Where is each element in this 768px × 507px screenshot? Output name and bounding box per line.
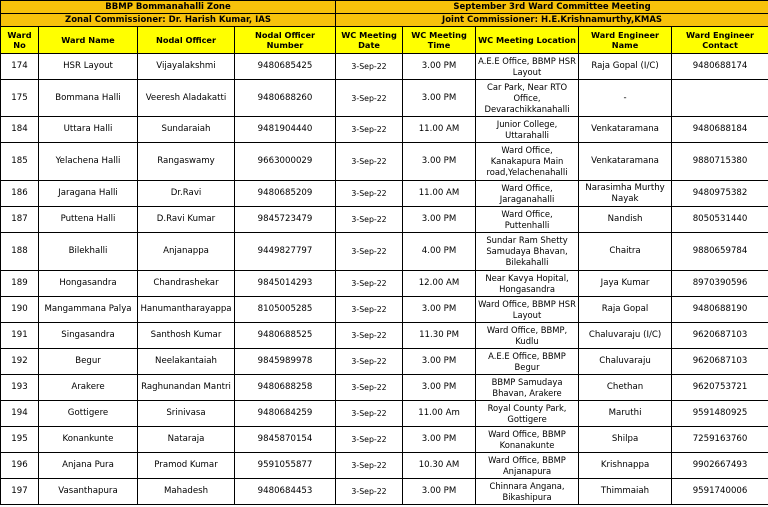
engineer-contact-cell: 8050531440 (672, 207, 768, 233)
engineer-contact-cell: 9620687103 (672, 349, 768, 375)
ward-no-cell: 174 (1, 54, 39, 80)
engineer-name-cell: Venkataramana (579, 117, 672, 143)
ward-no-cell: 185 (1, 143, 39, 181)
officer-number-cell: 9449827797 (235, 233, 336, 271)
table-row (1, 207, 768, 233)
engineer-contact-cell: 9480688184 (672, 117, 768, 143)
officer-number-cell: 9481904440 (235, 117, 336, 143)
engineer-contact-cell: 9620687103 (672, 323, 768, 349)
engineer-name-cell: Raja Gopal (579, 297, 672, 323)
meeting-time-cell: 10.30 AM (403, 453, 476, 479)
meeting-date-cell: 3-Sep-22 (336, 207, 403, 233)
ward-name-cell: Bommana Halli (39, 80, 138, 117)
engineer-name-cell: Raja Gopal (I/C) (579, 54, 672, 80)
ward-name-cell: Gottigere (39, 401, 138, 427)
officer-number-cell: 9480685425 (235, 54, 336, 80)
meeting-time-cell: 4.00 PM (403, 233, 476, 271)
meeting-date-cell: 3-Sep-22 (336, 233, 403, 271)
engineer-contact-cell: 9880659784 (672, 233, 768, 271)
nodal-officer-cell: Rangaswamy (138, 143, 235, 181)
meeting-date-cell: 3-Sep-22 (336, 401, 403, 427)
meeting-location-cell: Ward Office, Kanakapura Main road,Yelachenahalli (476, 143, 579, 181)
ward-no-cell: 195 (1, 427, 39, 453)
meeting-date-cell: 3-Sep-22 (336, 181, 403, 207)
engineer-contact-cell (672, 80, 768, 117)
nodal-officer-cell: Pramod Kumar (138, 453, 235, 479)
meeting-location-cell: Junior College, Uttarahalli (476, 117, 579, 143)
meeting-time-cell: 3.00 PM (403, 143, 476, 181)
engineer-contact-cell: 8970390596 (672, 271, 768, 297)
nodal-officer-cell: Nataraja (138, 427, 235, 453)
table-row (1, 54, 768, 80)
nodal-officer-cell: Chandrashekar (138, 271, 235, 297)
officer-number-cell: 9845870154 (235, 427, 336, 453)
zonal-commissioner: Zonal Commissioner: Dr. Harish Kumar, IAS (1, 14, 336, 27)
nodal-officer-cell: Sundaraiah (138, 117, 235, 143)
engineer-name-cell: Nandish (579, 207, 672, 233)
meeting-time-cell: 11.00 AM (403, 117, 476, 143)
table-row (1, 349, 768, 375)
meeting-time-cell: 3.00 PM (403, 479, 476, 505)
engineer-contact-cell: 9480688190 (672, 297, 768, 323)
ward-name-cell: Singasandra (39, 323, 138, 349)
meeting-date-cell: 3-Sep-22 (336, 297, 403, 323)
engineer-name-cell: Krishnappa (579, 453, 672, 479)
engineer-contact-cell: 9480975382 (672, 181, 768, 207)
col-header-ward-no: Ward No (1, 27, 39, 54)
col-header-ward-name: Ward Name (39, 27, 138, 54)
col-header-meeting-time: WC Meeting Time (403, 27, 476, 54)
meeting-location-cell: BBMP Samudaya Bhavan, Arakere (476, 375, 579, 401)
ward-name-cell: Jaragana Halli (39, 181, 138, 207)
meeting-location-cell: Car Park, Near RTO Office, Devarachikkanahalli (476, 80, 579, 117)
ward-no-cell: 196 (1, 453, 39, 479)
nodal-officer-cell: Raghunandan Mantri (138, 375, 235, 401)
col-header-officer-number: Nodal Officer Number (235, 27, 336, 54)
meeting-date-cell: 3-Sep-22 (336, 143, 403, 181)
meeting-time-cell: 3.00 PM (403, 207, 476, 233)
title-row (1, 1, 768, 14)
officer-number-cell: 9663000029 (235, 143, 336, 181)
ward-name-cell: HSR Layout (39, 54, 138, 80)
header-row (1, 27, 768, 54)
meeting-date-cell: 3-Sep-22 (336, 479, 403, 505)
table-row (1, 401, 768, 427)
nodal-officer-cell: Dr.Ravi (138, 181, 235, 207)
ward-name-cell: Konankunte (39, 427, 138, 453)
ward-name-cell: Vasanthapura (39, 479, 138, 505)
table-row (1, 117, 768, 143)
officer-number-cell: 9845723479 (235, 207, 336, 233)
meeting-time-cell: 3.00 PM (403, 297, 476, 323)
zone-title: BBMP Bommanahalli Zone (1, 1, 336, 14)
table-row (1, 233, 768, 271)
col-header-engineer-contact: Ward Engineer Contact (672, 27, 768, 54)
ward-no-cell: 197 (1, 479, 39, 505)
ward-no-cell: 188 (1, 233, 39, 271)
ward-no-cell: 187 (1, 207, 39, 233)
meeting-date-cell: 3-Sep-22 (336, 271, 403, 297)
table-row (1, 297, 768, 323)
meeting-time-cell: 11.00 AM (403, 181, 476, 207)
col-header-nodal-officer: Nodal Officer (138, 27, 235, 54)
ward-name-cell: Mangammana Palya (39, 297, 138, 323)
ward-no-cell: 190 (1, 297, 39, 323)
ward-name-cell: Yelachena Halli (39, 143, 138, 181)
ward-name-cell: Arakere (39, 375, 138, 401)
officer-number-cell: 9480688260 (235, 80, 336, 117)
nodal-officer-cell: Srinivasa (138, 401, 235, 427)
table-row (1, 181, 768, 207)
officer-number-cell: 9591055877 (235, 453, 336, 479)
ward-name-cell: Uttara Halli (39, 117, 138, 143)
meeting-location-cell: Sundar Ram Shetty Samudaya Bhavan, Bilekahalli (476, 233, 579, 271)
engineer-contact-cell: 7259163760 (672, 427, 768, 453)
officer-number-cell: 9480688525 (235, 323, 336, 349)
meeting-location-cell: Ward Office, BBMP Konanakunte (476, 427, 579, 453)
engineer-contact-cell: 9620753721 (672, 375, 768, 401)
meeting-date-cell: 3-Sep-22 (336, 323, 403, 349)
meeting-time-cell: 3.00 PM (403, 375, 476, 401)
table-row (1, 143, 768, 181)
ward-no-cell: 189 (1, 271, 39, 297)
engineer-name-cell: Chaitra (579, 233, 672, 271)
officer-number-cell: 9480685209 (235, 181, 336, 207)
nodal-officer-cell: Veeresh Aladakatti (138, 80, 235, 117)
table-row (1, 80, 768, 117)
meeting-time-cell: 11.30 PM (403, 323, 476, 349)
ward-name-cell: Anjana Pura (39, 453, 138, 479)
officer-number-cell: 9845014293 (235, 271, 336, 297)
engineer-contact-cell: 9480688174 (672, 54, 768, 80)
engineer-contact-cell: 9902667493 (672, 453, 768, 479)
engineer-name-cell: Narasimha Murthy Nayak (579, 181, 672, 207)
meeting-date-cell: 3-Sep-22 (336, 453, 403, 479)
subtitle-row (1, 14, 768, 27)
ward-no-cell: 184 (1, 117, 39, 143)
col-header-meeting-date: WC Meeting Date (336, 27, 403, 54)
ward-name-cell: Bilekhalli (39, 233, 138, 271)
nodal-officer-cell: Hanumantharayappa (138, 297, 235, 323)
ward-no-cell: 191 (1, 323, 39, 349)
meeting-location-cell: Ward Office, Jaraganahalli (476, 181, 579, 207)
engineer-name-cell: Chethan (579, 375, 672, 401)
nodal-officer-cell: Vijayalakshmi (138, 54, 235, 80)
nodal-officer-cell: Mahadesh (138, 479, 235, 505)
table-row (1, 453, 768, 479)
engineer-name-cell: Chaluvaraju (I/C) (579, 323, 672, 349)
meeting-date-cell: 3-Sep-22 (336, 117, 403, 143)
meeting-title: September 3rd Ward Committee Meeting (336, 1, 768, 14)
table-row (1, 271, 768, 297)
joint-commissioner: Joint Commissioner: H.E.Krishnamurthy,KMAS (336, 14, 768, 27)
meeting-location-cell: A.E.E Office, BBMP Begur (476, 349, 579, 375)
nodal-officer-cell: Neelakantaiah (138, 349, 235, 375)
officer-number-cell: 9845989978 (235, 349, 336, 375)
nodal-officer-cell: Santhosh Kumar (138, 323, 235, 349)
ward-no-cell: 193 (1, 375, 39, 401)
meeting-date-cell: 3-Sep-22 (336, 80, 403, 117)
meeting-location-cell: Ward Office, BBMP Anjanapura (476, 453, 579, 479)
ward-no-cell: 186 (1, 181, 39, 207)
ward-no-cell: 194 (1, 401, 39, 427)
meeting-location-cell: Near Kavya Hopital, Hongasandra (476, 271, 579, 297)
meeting-date-cell: 3-Sep-22 (336, 375, 403, 401)
engineer-contact-cell: 9591480925 (672, 401, 768, 427)
table-row (1, 427, 768, 453)
officer-number-cell: 9480688258 (235, 375, 336, 401)
meeting-date-cell: 3-Sep-22 (336, 349, 403, 375)
meeting-location-cell: Ward Office, BBMP, Kudlu (476, 323, 579, 349)
nodal-officer-cell: Anjanappa (138, 233, 235, 271)
col-header-meeting-location: WC Meeting Location (476, 27, 579, 54)
meeting-time-cell: 12.00 AM (403, 271, 476, 297)
engineer-name-cell: Thimmaiah (579, 479, 672, 505)
meeting-date-cell: 3-Sep-22 (336, 427, 403, 453)
meeting-time-cell: 11.00 Am (403, 401, 476, 427)
meeting-time-cell: 3.00 PM (403, 80, 476, 117)
engineer-name-cell: Venkataramana (579, 143, 672, 181)
nodal-officer-cell: D.Ravi Kumar (138, 207, 235, 233)
meeting-location-cell: A.E.E Office, BBMP HSR Layout (476, 54, 579, 80)
ward-no-cell: 192 (1, 349, 39, 375)
engineer-contact-cell: 9880715380 (672, 143, 768, 181)
meeting-date-cell: 3-Sep-22 (336, 54, 403, 80)
table-row (1, 375, 768, 401)
engineer-name-cell: Shilpa (579, 427, 672, 453)
engineer-name-cell: Jaya Kumar (579, 271, 672, 297)
officer-number-cell: 8105005285 (235, 297, 336, 323)
table-row (1, 323, 768, 349)
meeting-time-cell: 3.00 PM (403, 427, 476, 453)
table-body (1, 54, 768, 505)
ward-name-cell: Begur (39, 349, 138, 375)
officer-number-cell: 9480684259 (235, 401, 336, 427)
meeting-location-cell: Ward Office, Puttenhalli (476, 207, 579, 233)
engineer-name-cell: Maruthi (579, 401, 672, 427)
table-row (1, 479, 768, 505)
meeting-location-cell: Royal County Park, Gottigere (476, 401, 579, 427)
engineer-name-cell: Chaluvaraju (579, 349, 672, 375)
officer-number-cell: 9480684453 (235, 479, 336, 505)
ward-name-cell: Puttena Halli (39, 207, 138, 233)
meeting-location-cell: Ward Office, BBMP HSR Layout (476, 297, 579, 323)
ward-name-cell: Hongasandra (39, 271, 138, 297)
ward-no-cell: 175 (1, 80, 39, 117)
engineer-name-cell: - (579, 80, 672, 117)
meeting-time-cell: 3.00 PM (403, 349, 476, 375)
engineer-contact-cell: 9591740006 (672, 479, 768, 505)
meeting-time-cell: 3.00 PM (403, 54, 476, 80)
col-header-engineer-name: Ward Engineer Name (579, 27, 672, 54)
meeting-location-cell: Chinnara Angana, Bikashipura (476, 479, 579, 505)
